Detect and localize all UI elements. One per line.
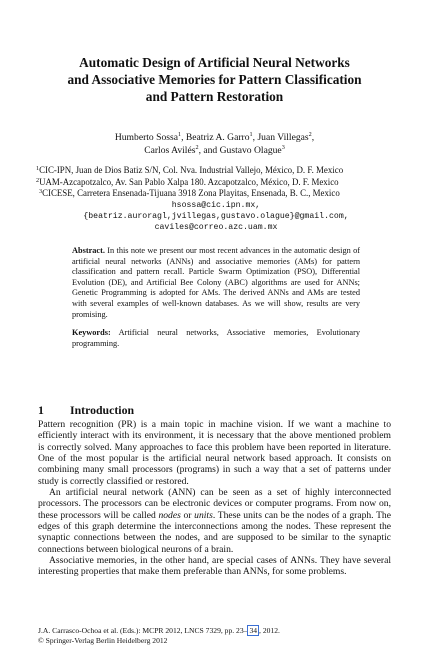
affiliation-number: 3	[39, 188, 43, 195]
affiliation-text: CIC-IPN, Juan de Dios Batiz S/N, Col. Nva. Industrial Vallejo, México, D. F. Mexico	[39, 165, 344, 175]
affiliation-number: 2	[36, 176, 40, 184]
paragraph-text: An artificial neural network (ANN) can be seen as a set of highly interconnected processors. The processors can be electronic devices or computer programs. From now on, these processors will be called	[38, 487, 391, 521]
paragraph-text: or	[180, 509, 195, 521]
affiliation-marker: 2	[308, 131, 312, 138]
abstract-label: Abstract.	[72, 246, 105, 255]
title-line: and Associative Memories for Pattern Classification	[67, 72, 362, 87]
author-name: , and Gustavo Olague	[198, 145, 282, 156]
affiliation-marker: 1	[249, 131, 253, 138]
abstract-block	[72, 246, 360, 349]
footer-citation: J.A. Carrasco-Ochoa et al. (Eds.): MCPR 2012, LNCS 7329, pp. 23–	[38, 626, 248, 635]
section-number: 1	[38, 403, 44, 417]
abstract-text: In this note we present our most recent advances in the automatic design of artificial neural networks (ANNs) and associative memories (AMs) for pattern classification and pattern recall. Particle Swarm Optimization (PSO), Differential Evolution (DE), and Artificial Bee Colony (ABC) algorithms are used for ANNs; Genetic Programming is adopted for AMs. The derived ANNs and AMs are tested with several examples of well-known databases. As we will show, results are very promising.	[72, 246, 360, 319]
author-list	[40, 131, 389, 157]
author-separator: ,	[311, 132, 315, 143]
paragraph	[38, 487, 391, 555]
paper-title	[40, 54, 389, 105]
author-name: Carlos Avilés	[144, 145, 196, 156]
affiliation-marker: 3	[281, 144, 285, 151]
affiliation-line	[36, 177, 396, 189]
email-line: caviles@correo.azc.uam.mx	[154, 222, 278, 232]
title-line: Automatic Design of Artificial Neural Networks	[79, 55, 350, 70]
emphasis-term: nodes	[158, 509, 181, 521]
section-title: Introduction	[70, 403, 135, 417]
keywords-text: Artificial neural networks, Associative memories, Evolutionary programming.	[72, 328, 360, 348]
section-heading	[38, 403, 134, 418]
affiliation-text: UAM-Azcapotzalco, Av. San Pablo Xalpa 180. Azcapotzalco, México, D. F. Mexico	[39, 176, 339, 187]
paragraph-text: . These units can be the nodes of a graph. The edges of this graph determine the interconnections among the nodes. These represent the synaptic connections between the nodes, and are supposed to be similar to the synaptic connections between biological neurons of a brain.	[38, 509, 391, 555]
affiliation-line	[36, 188, 396, 200]
email-list	[36, 200, 396, 233]
email-line: {beatriz.auroragl,jvillegas,gustavo.olague}@gmail.com,	[83, 211, 349, 221]
body-text	[38, 419, 391, 578]
affiliation-block	[36, 165, 396, 233]
affiliation-marker: 2	[195, 144, 199, 151]
paragraph: Pattern recognition (PR) is a main topic in machine vision. If we want a machine to efficiently interact with its environment, it is necessary that the above mentioned problem is correctly solved. Many approaches to face this problem have been reported in literature. One of the most popular is the artificial neural network based approach. It consists on combining many small processors (programs) in such a way that a set of patterns under study is correctly classified or restored.	[38, 419, 391, 487]
affiliation-line	[36, 165, 396, 177]
copyright-line: © Springer-Verlag Berlin Heidelberg 2012	[38, 636, 168, 645]
keywords-label: Keywords:	[72, 328, 111, 338]
affiliation-number: 1	[36, 165, 40, 172]
author-name: , Beatriz A. Garro	[181, 132, 250, 143]
footer-citation: , 2012.	[259, 626, 280, 635]
title-line: and Pattern Restoration	[145, 89, 284, 104]
affiliation-marker: 1	[177, 131, 182, 138]
page-link[interactable]: 34	[249, 626, 258, 635]
author-name: , Juan Villegas	[252, 132, 309, 143]
author-name: Humberto Sossa	[114, 132, 178, 143]
email-line: hsossa@cic.ipn.mx,	[171, 200, 261, 210]
affiliation-text: CICESE, Carretera Ensenada-Tijuana 3918 Zona Playitas, Ensenada, B. C., Mexico	[42, 188, 340, 198]
paragraph: Associative memories, in the other hand, are special cases of ANNs. They have several interesting properties that make them preferable than ANNs, for some problems.	[38, 555, 391, 578]
page-footer	[38, 626, 280, 646]
emphasis-term: units	[194, 509, 213, 521]
